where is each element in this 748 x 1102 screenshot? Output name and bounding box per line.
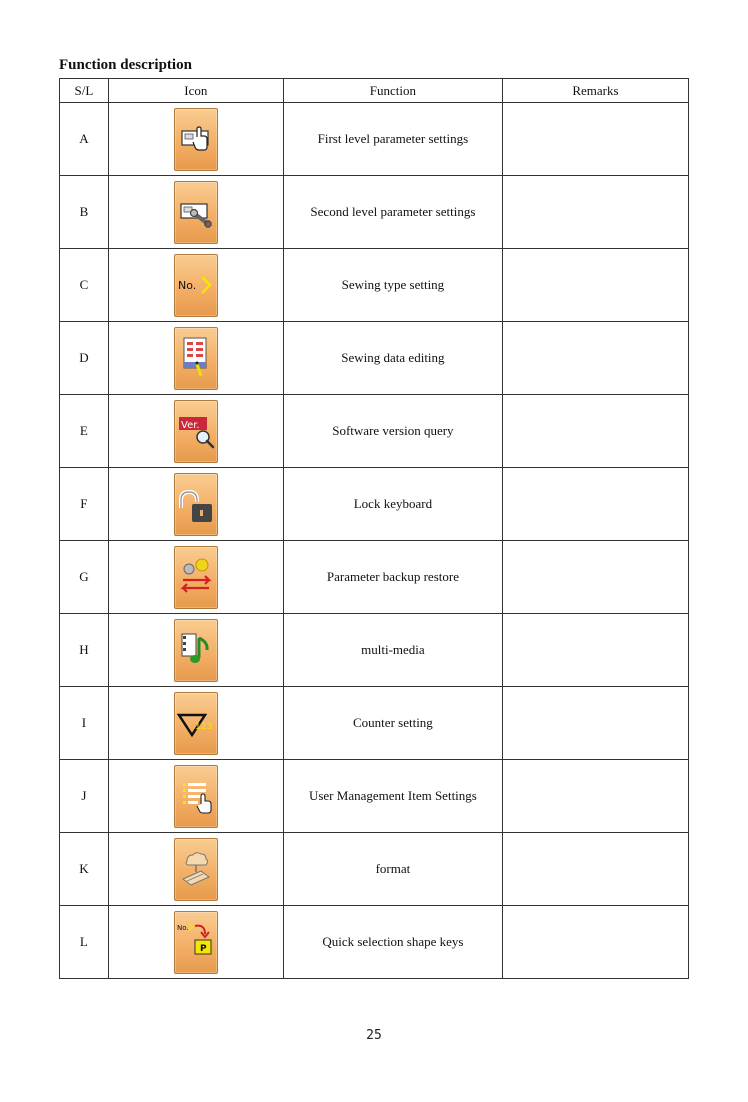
row-function: format (283, 833, 502, 906)
sewing-data-edit-icon (174, 327, 218, 390)
counter-icon (174, 692, 218, 755)
row-sl: F (60, 468, 109, 541)
row-icon-cell (108, 322, 283, 395)
row-icon-cell (108, 176, 283, 249)
row-icon-cell (108, 103, 283, 176)
table-row (60, 395, 689, 468)
row-icon-cell (108, 906, 283, 979)
row-function: Parameter backup restore (283, 541, 502, 614)
row-icon-cell (108, 760, 283, 833)
row-sl: J (60, 760, 109, 833)
row-sl: E (60, 395, 109, 468)
table-row (60, 468, 689, 541)
table-row (60, 906, 689, 979)
row-remarks (502, 249, 688, 322)
row-icon-cell (108, 614, 283, 687)
function-table (59, 78, 689, 979)
table-row (60, 176, 689, 249)
lock-icon (174, 473, 218, 536)
row-function: Sewing data editing (283, 322, 502, 395)
table-row (60, 541, 689, 614)
row-icon-cell (108, 468, 283, 541)
row-sl: I (60, 687, 109, 760)
table-row (60, 249, 689, 322)
table-row (60, 760, 689, 833)
row-icon-cell (108, 541, 283, 614)
section-title: Function description (59, 57, 192, 73)
page-number: 25 (366, 1028, 382, 1043)
row-function: User Management Item Settings (283, 760, 502, 833)
row-sl: H (60, 614, 109, 687)
row-sl: G (60, 541, 109, 614)
sewing-type-icon (174, 254, 218, 317)
row-remarks (502, 760, 688, 833)
row-remarks (502, 541, 688, 614)
row-remarks (502, 614, 688, 687)
header-function: Function (283, 79, 502, 103)
version-query-icon-text: Ver. (180, 419, 200, 431)
row-remarks (502, 395, 688, 468)
row-function: multi-media (283, 614, 502, 687)
row-function: Quick selection shape keys (283, 906, 502, 979)
table-row (60, 103, 689, 176)
header-remarks: Remarks (502, 79, 688, 103)
row-sl: B (60, 176, 109, 249)
row-remarks (502, 906, 688, 979)
second-level-params-icon (174, 181, 218, 244)
row-icon-cell (108, 687, 283, 760)
user-management-icon (174, 765, 218, 828)
row-function: Sewing type setting (283, 249, 502, 322)
counter-icon-text: 123 (194, 721, 213, 732)
row-function: Counter setting (283, 687, 502, 760)
row-remarks (502, 322, 688, 395)
row-remarks (502, 833, 688, 906)
quick-select-p-text: P (199, 943, 207, 954)
table-row (60, 833, 689, 906)
row-sl: D (60, 322, 109, 395)
table-row (60, 614, 689, 687)
row-remarks (502, 468, 688, 541)
row-sl: C (60, 249, 109, 322)
header-sl: S/L (60, 79, 109, 103)
table-row (60, 322, 689, 395)
table-row (60, 687, 689, 760)
row-remarks (502, 103, 688, 176)
row-function: Software version query (283, 395, 502, 468)
row-function: First level parameter settings (283, 103, 502, 176)
multimedia-icon (174, 619, 218, 682)
first-level-params-icon (174, 108, 218, 171)
quick-select-no-text: No. (176, 923, 189, 932)
backup-restore-icon (174, 546, 218, 609)
row-sl: K (60, 833, 109, 906)
row-remarks (502, 687, 688, 760)
sewing-type-icon-text: No. (177, 278, 197, 292)
quick-select-shape-icon (174, 911, 218, 974)
row-sl: A (60, 103, 109, 176)
format-icon (174, 838, 218, 901)
version-query-icon (174, 400, 218, 463)
row-function: Second level parameter settings (283, 176, 502, 249)
header-icon: Icon (108, 79, 283, 103)
table-header-row (60, 79, 689, 103)
row-icon-cell (108, 395, 283, 468)
row-icon-cell (108, 249, 283, 322)
row-remarks (502, 176, 688, 249)
row-icon-cell (108, 833, 283, 906)
row-function: Lock keyboard (283, 468, 502, 541)
row-sl: L (60, 906, 109, 979)
